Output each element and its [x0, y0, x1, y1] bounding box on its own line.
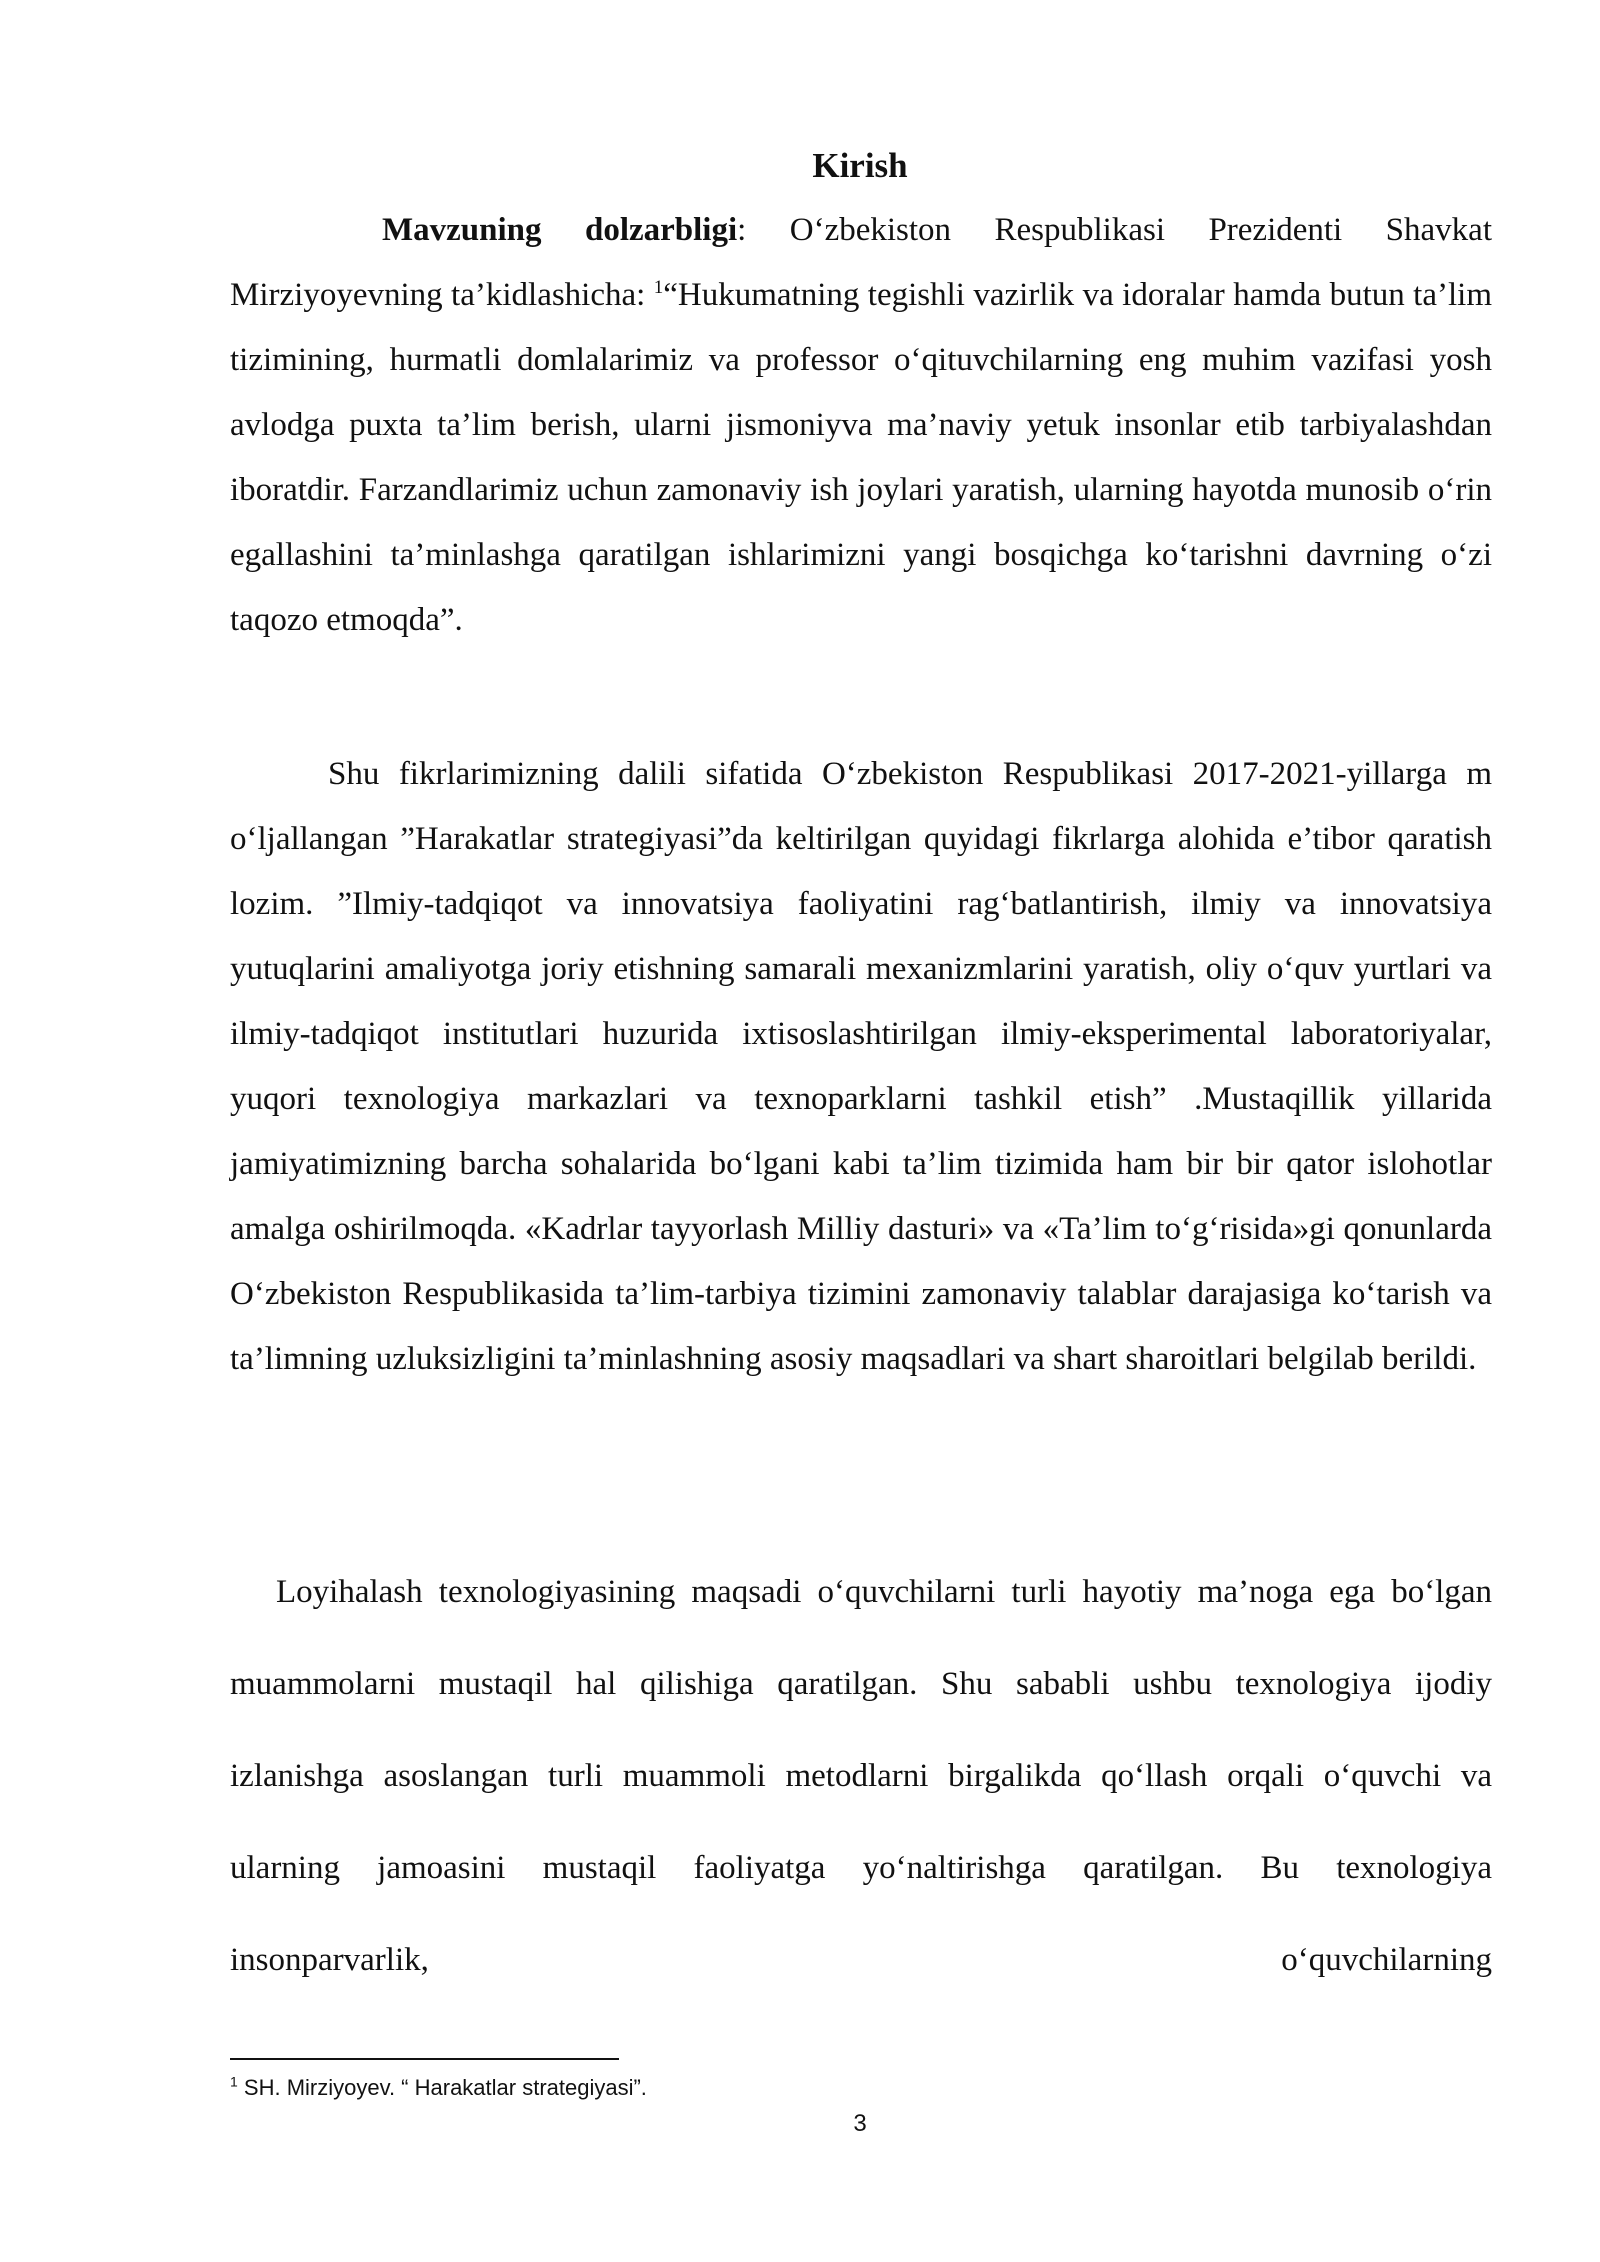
footnote-number: 1 [230, 2073, 238, 2090]
relevance-text-start: O‘zbekiston Respublikasi Prezidenti Shavkat Mirziyoyevning ta’kidlashicha: [230, 212, 1492, 313]
footnote [230, 2074, 647, 2102]
paragraph-strategy: Shu fikrlarimizning dalili sifatida O‘zbekiston Respublikasi 2017-2021-yillarga m o‘ljallangan ”Harakatlar strategiyasi”da keltirilgan quyidagi fikrlarga alohida e’tibor qaratish lozim. ”Ilmiy-tadqiqot va innovatsiya faoliyatini rag‘batlantirish, ilmiy va innovatsiya yutuqlarini amaliyotga joriy etishning samarali mexanizmlarini yaratish, oliy o‘quv yurtlari va ilmiy-tadqiqot institutlari huzurida ixtisoslashtirilgan ilmiy-eksperimental laboratoriyalar, yuqori texnologiya markazlari va texnoparklarni tashkil etish” .Mustaqillik yillarida jamiyatimizning barcha sohalarida bo‘lgani kabi ta’lim tizimida ham bir bir qator islohotlar amalga oshirilmoqda. «Kadrlar tayyorlash Milliy dasturi» va «Ta’lim to‘g‘risida»gi qonunlarda O‘zbekiston Respublikasida ta’lim-tarbiya tizimini zamonaviy talablar darajasiga ko‘tarish va ta’limning uzluksizligini ta’minlashning asosiy maqsadlari va shart sharoitlari belgilab berildi. [230, 756, 1492, 1377]
page-number: 3 [853, 2110, 867, 2137]
footnote-separator [230, 2058, 619, 2060]
paragraph-project-technology: Loyihalash texnologiyasining maqsadi o‘quvchilarni turli hayotiy ma’noga ega bo‘lgan muammolarni mustaqil hal qilishiga qaratilgan. Shu sababli ushbu texnologiya ijodiy izlanishga asoslangan turli muammoli metodlarni birgalikda qo‘llash orqali o‘quvchi va ularning jamoasini mustaqil faoliyatga yo‘naltirishga qaratilgan. Bu texnologiya insonparvarlik, o‘quvchilarning [230, 1574, 1492, 1978]
page-title: Kirish [812, 146, 908, 185]
footnote-reference[interactable]: 1 [653, 277, 664, 298]
relevance-heading: Mavzuning dolzarbligi [382, 212, 738, 248]
footnote-text: SH. Mirziyoyev. “ Harakatlar strategiyasi”. [237, 2075, 647, 2100]
paragraph-relevance [230, 198, 1492, 653]
relevance-colon: : [737, 212, 790, 248]
relevance-quote: “Hukumatning tegishli vazirlik va idoralar hamda butun ta’lim tizimining, hurmatli domlalarimiz va professor o‘qituvchilarning eng muhim vazifasi yosh avlodga puxta ta’lim berish, ularni jismoniyva ma’naviy yetuk insonlar etib tarbiyalashdan iboratdir. Farzandlarimiz uchun zamonaviy ish joylari yaratish, ularning hayotda munosib o‘rin egallashini ta’minlashga qaratilgan ishlarimizni yangi bosqichga ko‘tarishni davrning o‘zi taqozo etmoqda”. [230, 277, 1492, 638]
